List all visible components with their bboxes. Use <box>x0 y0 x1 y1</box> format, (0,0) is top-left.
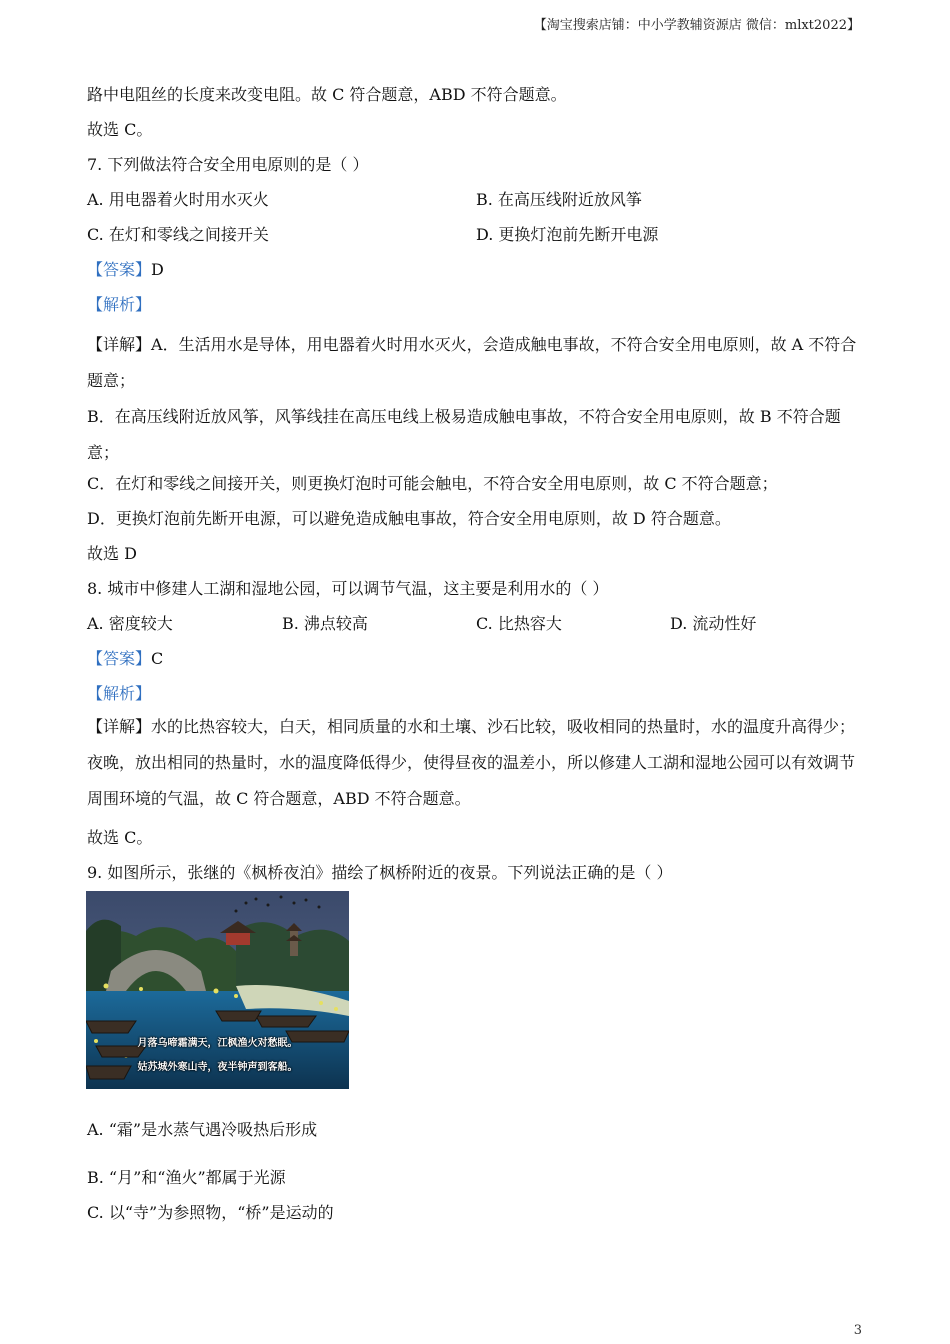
q8-detail-tag: 【详解】 <box>87 717 152 736</box>
q7-detail-tag: 【详解】 <box>87 335 152 354</box>
intro-line-2: 故选 C。 <box>87 120 153 139</box>
q7-answer-line <box>87 257 164 280</box>
q7-detail-b: B．在高压线附近放风筝，风筝线挂在高压电线上极易造成触电事故，不符合安全用电原则，故 B 不符合题意； <box>87 407 841 462</box>
intro-line-1: 路中电阻丝的长度来改变电阻。故 C 符合题意，ABD 不符合题意。 <box>87 85 567 104</box>
q7-detail-c: C．在灯和零线之间接开关，则更换灯泡时可能会触电，不符合安全用电原则，故 C 不符合题意； <box>87 474 778 493</box>
q8-option-d: D. 流动性好 <box>670 614 757 633</box>
q7-detail-a <box>87 327 862 399</box>
page-header: 【淘宝搜索店铺：中小学教辅资源店 微信：mlxt2022】 <box>533 18 860 33</box>
q9-option-a: A. “霜”是水蒸气遇冷吸热后形成 <box>87 1120 318 1139</box>
q8-answer-value: C <box>151 649 164 668</box>
q7-answer-value: D <box>151 260 164 279</box>
q8-answer-tag: 【答案】 <box>87 649 152 668</box>
q7-option-d: D. 更换灯泡前先断开电源 <box>476 225 659 244</box>
q8-option-b: B. 沸点较高 <box>282 614 368 633</box>
q8-answer-line <box>87 646 163 669</box>
maple-bridge-night-image <box>86 891 349 1089</box>
poem-line-2: 姑苏城外寒山寺，夜半钟声到客船。 <box>137 1062 298 1073</box>
page-number: 3 <box>853 1323 862 1338</box>
q7-detail-d: D．更换灯泡前先断开电源，可以避免造成触电事故，符合安全用电原则，故 D 符合题意。 <box>87 509 731 528</box>
q7-detail-a-text: A．生活用水是导体，用电器着火时用水灭火，会造成触电事故，不符合安全用电原则，故 A 不符合题意； <box>87 335 857 390</box>
q7-option-a: A. 用电器着火时用水灭火 <box>87 190 269 209</box>
q7-stem: 7. 下列做法符合安全用电原则的是（ ） <box>87 155 369 174</box>
q9-option-c: C. 以“寺”为参照物，“桥”是运动的 <box>87 1203 334 1222</box>
q9-option-b: B. “月”和“渔火”都属于光源 <box>87 1168 286 1187</box>
q7-option-b: B. 在高压线附近放风筝 <box>476 190 642 209</box>
q8-detail-text: 水的比热容较大，白天，相同质量的水和土壤、沙石比较，吸收相同的热量时，水的温度升高得少；夜晚，放出相同的热量时，水的温度降低得少，使得昼夜的温差小，所以修建人工湖和湿地公园可以有效调节周围环境的气温，故 C 符合题意，ABD 不符合题意。 <box>87 717 856 808</box>
q7-answer-tag: 【答案】 <box>87 260 152 279</box>
q9-stem: 9. 如图所示，张继的《枫桥夜泊》描绘了枫桥附近的夜景。下列说法正确的是（ ） <box>87 863 673 882</box>
q8-option-c: C. 比热容大 <box>476 614 562 633</box>
q8-stem: 8. 城市中修建人工湖和湿地公园，可以调节气温，这主要是利用水的（ ） <box>87 579 609 598</box>
q8-option-a: A. 密度较大 <box>87 614 173 633</box>
q7-analysis-tag: 【解析】 <box>87 295 152 314</box>
q8-detail <box>87 709 862 817</box>
q7-conclusion: 故选 D <box>87 544 137 563</box>
q7-option-c: C. 在灯和零线之间接开关 <box>87 225 269 244</box>
q8-conclusion: 故选 C。 <box>87 828 153 847</box>
q8-analysis-tag: 【解析】 <box>87 684 152 703</box>
poem-line-1: 月落乌啼霜满天，江枫渔火对愁眠。 <box>137 1038 298 1049</box>
